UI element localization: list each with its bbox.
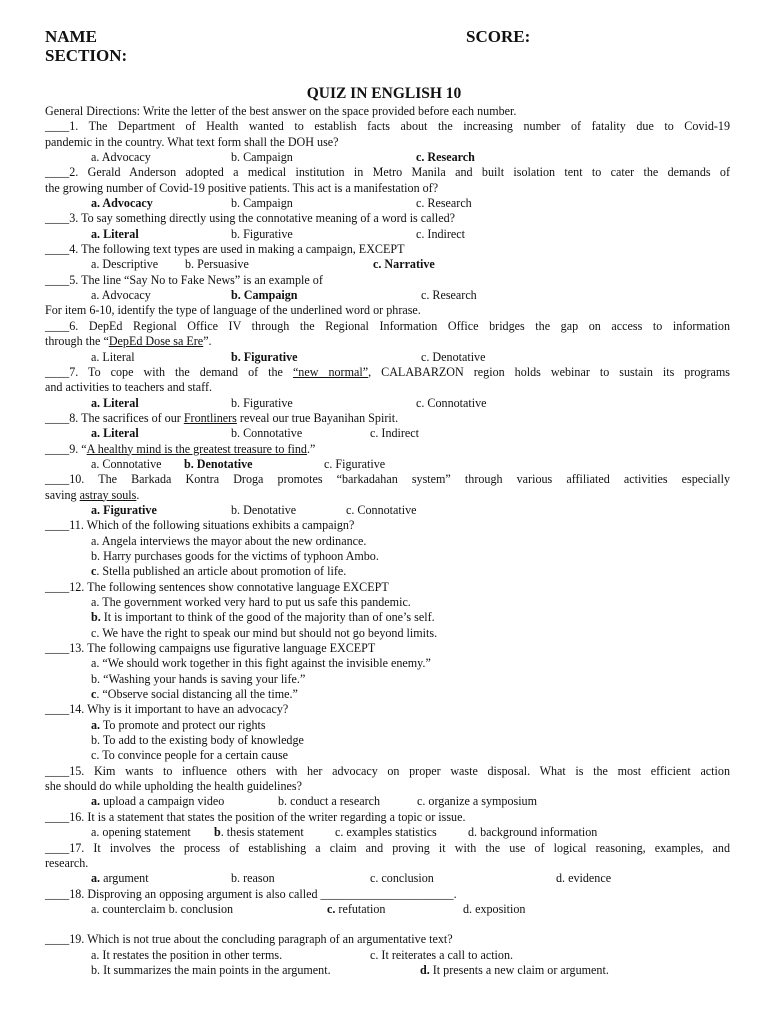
question-10-option-a: a. Figurative — [91, 502, 157, 517]
question-12-text: ____12. The following sentences show connotative language EXCEPT — [45, 579, 389, 594]
question-16-text: ____16. It is a statement that states the position of the writer regarding a topic or issue. — [45, 809, 466, 824]
question-13-option-a: a. “We should work together in this fight against the invisible enemy.” — [91, 656, 431, 671]
question-2-text-cont: the growing number of Covid-19 positive patients. This act is a manifestation of? — [45, 180, 439, 195]
question-2-option-a: a. Advocacy — [91, 196, 153, 211]
question-2-options — [45, 196, 730, 211]
question-1-option-b: b. Campaign — [231, 150, 293, 165]
question-10-text: ____10. The Barkada Kontra Droga promotes “barkadahan system” through various affiliated activities especially — [45, 472, 730, 487]
question-13-option-c: c. “Observe social distancing all the time.” — [91, 687, 298, 702]
question-14-option-a: a. To promote and protect our rights — [91, 717, 266, 732]
question-15-options — [45, 794, 730, 809]
question-19-option-c: c. It reiterates a call to action. — [370, 947, 514, 962]
question-6-text: ____6. DepEd Regional Office IV through the Regional Information Office bridges the gap on access to information — [45, 318, 730, 333]
question-8-option-b: b. Connotative — [231, 426, 303, 441]
question-13-option-b: b. “Washing your hands is saving your life.” — [91, 671, 306, 686]
question-6-options — [45, 350, 730, 365]
question-5-text: ____5. The line “Say No to Fake News” is an example of — [45, 272, 323, 287]
question-3-text: ____3. To say something directly using the connotative meaning of a word is called? — [45, 211, 456, 226]
question-4-options — [45, 257, 730, 272]
question-3-option-b: b. Figurative — [231, 226, 293, 241]
question-5-option-a: a. Advocacy — [91, 288, 151, 303]
question-4-option-a: a. Descriptive — [91, 257, 159, 272]
question-6-option-c: c. Denotative — [421, 349, 486, 364]
question-7-text-cont: and activities to teachers and staff. — [45, 380, 213, 395]
question-17-option-d: d. evidence — [556, 871, 612, 886]
question-9-options — [45, 457, 730, 472]
question-3-option-a: a. Literal — [91, 226, 139, 241]
score-label: SCORE: — [466, 27, 531, 46]
section-label: SECTION: — [45, 46, 128, 65]
question-1-option-c: c. Research — [416, 150, 475, 165]
question-17-option-a: a. argument — [91, 871, 149, 886]
question-7-option-b: b. Figurative — [231, 395, 293, 410]
question-12-option-b: b. It is important to think of the good of the majority than of one’s self. — [91, 610, 435, 625]
question-11-option-b: b. Harry purchases goods for the victims of typhoon Ambo. — [91, 548, 379, 563]
question-10-text-cont: saving astray souls. — [45, 487, 140, 502]
question-19-option-a: a. It restates the position in other terms. — [91, 947, 283, 962]
question-15-text: ____15. Kim wants to influence others with her advocacy on proper waste disposal. What is the most efficient action — [45, 763, 730, 778]
question-17-options — [45, 871, 730, 886]
question-8-text: ____8. The sacrifices of our Frontliners reveal our true Bayanihan Spirit. — [45, 410, 399, 425]
question-3-options — [45, 227, 730, 242]
question-4-option-b: b. Persuasive — [185, 257, 249, 272]
question-15-option-a: a. upload a campaign video — [91, 794, 225, 809]
question-19-option-d: d. It presents a new claim or argument. — [420, 962, 609, 977]
question-16-option-a: a. opening statement — [91, 825, 191, 840]
question-9-underlined: A healthy mind is the greatest treasure to find — [86, 441, 307, 456]
question-10-option-c: c. Connotative — [346, 502, 417, 517]
item-note: For item 6-10, identify the type of language of the underlined word or phrase. — [45, 303, 421, 318]
question-7-option-c: c. Connotative — [416, 395, 487, 410]
quiz-title: QUIZ IN ENGLISH 10 — [306, 85, 462, 102]
question-17-option-b: b. reason — [231, 871, 275, 886]
question-5-option-c: c. Research — [421, 288, 477, 303]
question-14-option-b: b. To add to the existing body of knowledge — [91, 733, 304, 748]
question-2-option-b: b. Campaign — [231, 196, 293, 211]
question-7-underlined: “new normal” — [292, 364, 369, 379]
question-8-underlined: Frontliners — [183, 410, 237, 425]
question-12-option-a: a. The government worked very hard to put us safe this pandemic. — [91, 595, 411, 609]
question-5-options — [45, 288, 730, 303]
question-2-text: ____2. Gerald Anderson adopted a medical institution in Metro Manila and built isolation tent to cater the demands of — [45, 165, 730, 180]
question-18-option-c: c. refutation — [327, 901, 386, 916]
question-4-text: ____4. The following text types are used in making a campaign, EXCEPT — [45, 242, 405, 257]
question-18-option-d: d. exposition — [463, 901, 526, 916]
question-7-text: ____7. To cope with the demand of the “new normal”, CALABARZON region holds webinar to sustain its programs — [45, 364, 730, 379]
question-18-text: ____18. Disproving an opposing argument is also called ______________________. — [45, 886, 457, 901]
question-10-underlined: astray souls — [79, 487, 137, 502]
question-10-option-b: b. Denotative — [231, 502, 297, 517]
question-5-option-b: b. Campaign — [231, 288, 298, 303]
question-9-text: ____9. “A healthy mind is the greatest treasure to find.” — [45, 441, 316, 456]
question-16-options — [45, 825, 730, 840]
question-16-option-c: c. examples statistics — [335, 825, 437, 840]
question-7-option-a: a. Literal — [91, 395, 139, 410]
question-18-options — [45, 902, 730, 917]
question-9-option-b: b. Denotative — [184, 456, 253, 471]
question-8-options — [45, 426, 730, 441]
question-12-option-c: c. We have the right to speak our mind but should not go beyond limits. — [91, 625, 438, 640]
question-6-option-a: a. Literal — [91, 349, 135, 364]
question-4-option-c: c. Narrative — [373, 257, 435, 272]
question-8-option-a: a. Literal — [91, 426, 139, 441]
question-13-text: ____13. The following campaigns use figurative language EXCEPT — [45, 641, 376, 656]
question-15-text-cont: she should do while upholding the health guidelines? — [45, 779, 302, 794]
question-19-options-row1 — [45, 948, 730, 963]
name-label: NAME — [45, 27, 97, 46]
question-9-option-a: a. Connotative — [91, 456, 162, 471]
question-6-text-cont: through the “DepEd Dose sa Ere”. — [45, 334, 212, 349]
question-8-option-c: c. Indirect — [370, 426, 420, 441]
question-17-text-cont: research. — [45, 855, 89, 870]
question-10-options — [45, 503, 730, 518]
question-16-option-d: d. background information — [468, 825, 598, 840]
question-7-options — [45, 396, 730, 411]
question-15-option-b: b. conduct a research — [278, 794, 381, 809]
question-6-option-b: b. Figurative — [231, 349, 298, 364]
question-16-option-b: b. thesis statement — [214, 825, 304, 840]
question-11-text: ____11. Which of the following situations exhibits a campaign? — [45, 518, 355, 533]
question-2-option-c: c. Research — [416, 196, 472, 211]
question-14-option-c: c. To convince people for a certain cause — [91, 748, 289, 763]
question-11-option-a: a. Angela interviews the mayor about the new ordinance. — [91, 533, 367, 548]
question-1-option-a: a. Advocacy — [91, 150, 151, 165]
question-3-option-c: c. Indirect — [416, 226, 466, 241]
question-17-option-c: c. conclusion — [370, 871, 434, 886]
question-1-text: ____1. The Department of Health wanted to establish facts about the increasing number of fatality due to Covid-19 — [45, 119, 730, 134]
question-9-option-c: c. Figurative — [324, 456, 386, 471]
question-19-option-b: b. It summarizes the main points in the argument. — [91, 962, 331, 977]
question-15-option-c: c. organize a symposium — [417, 794, 538, 809]
question-17-text: ____17. It involves the process of establishing a claim and proving it with the use of logical reasoning, examples, and — [45, 840, 730, 855]
general-directions: General Directions: Write the letter of the best answer on the space provided before each number. — [45, 104, 517, 118]
question-19-options-row2 — [45, 963, 730, 978]
question-19-text: ____19. Which is not true about the concluding paragraph of an argumentative text? — [45, 932, 453, 947]
question-1-options — [45, 150, 730, 165]
question-18-option-ab: a. counterclaim b. conclusion — [91, 901, 234, 916]
question-11-option-c: c. Stella published an article about promotion of life. — [91, 564, 347, 579]
question-1-text-cont: pandemic in the country. What text form shall the DOH use? — [45, 134, 339, 149]
quiz-body — [45, 104, 730, 978]
spacer — [45, 917, 730, 932]
question-14-text: ____14. Why is it important to have an advocacy? — [45, 702, 289, 717]
question-6-underlined: DepEd Dose sa Ere — [108, 334, 204, 349]
